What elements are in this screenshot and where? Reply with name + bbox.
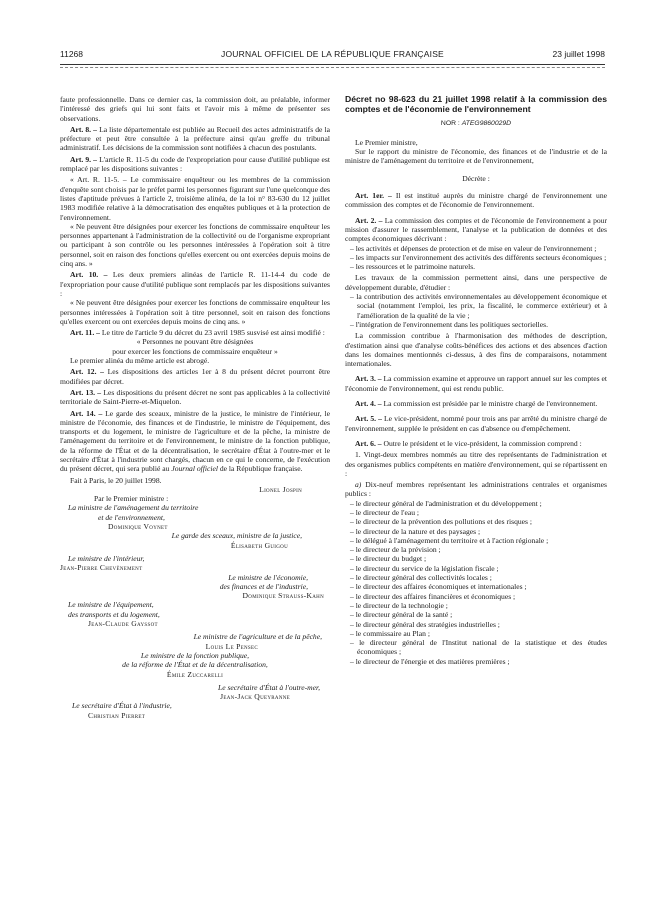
signatory: Élisabeth Guigou <box>230 540 288 550</box>
article-text: Les dispositions des articles 1er à 8 du présent décret pourront être modifiées par décret. <box>60 367 330 386</box>
item-letter: a) <box>355 480 362 490</box>
left-column <box>60 95 330 720</box>
list-item: – les impacts sur l'environnement des activités des différents secteurs économiques ; <box>350 252 607 262</box>
article-text: Le garde des sceaux, ministre de la justice, le ministre de l'intérieur, le ministre de l'économie, des finances et de l'industrie, le ministre de l'équipement, des transports et du logement, le ministre de l'agriculture et de la pêche, la ministre de l'aménagement du territoire et de l'environnement, le ministre de la fonction publique, de la réforme de l'État et de la décentralisation, le secrétaire d'État à l'outre-mer et le secrétaire d'État à l'industrie sont chargés, chacun en ce qui le concerne, de l'exécution du présent décret, qui sera publié au <box>60 408 330 474</box>
signatory: Christian Pierret <box>88 710 146 720</box>
paragraph <box>60 155 330 174</box>
list-item: – le directeur général des stratégies industrielles ; <box>350 619 500 629</box>
nor-label: NOR : <box>440 119 460 127</box>
paragraph: « Art. R. 11-5. – Le commissaire enquêteur ou les membres de la commission d'enquête sont choisis par le préfet parmi les personnes figurant sur l'une quelconque des listes d'aptitude prévues à l'article 2, troisième alinéa, de la loi n° 83-630 du 12 juillet 1983 modifiée relative à la démocratisation des enquêtes publiques et à la protection de l'environnement. <box>60 175 330 222</box>
paragraph: Le premier alinéa du même article est abrogé. <box>70 356 210 366</box>
signatory: Dominique Strauss-Kahn <box>242 591 324 601</box>
place-date: Fait à Paris, le 20 juillet 1998. <box>70 475 162 485</box>
page-number: 11268 <box>60 49 84 59</box>
signatory-title: Le ministre de l'équipement, <box>68 600 154 610</box>
paragraph: « Ne peuvent être désignées pour exercer les fonctions de commissaire enquêteur les personnes appartenant à l'administration de la collectivité ou de l'organisme expropriant ou participant à son contrôle ou les personnes intéressées à l'opération soit à titre personnel, soit en raison des fonctions qu'elles exercent ou ont exercées depuis moins de cinq ans. » <box>60 221 330 269</box>
paragraph <box>60 388 330 407</box>
article-text: L'article R. 11-5 du code de l'expropriation pour cause d'utilité publique est remplacé par les dispositions suivantes : <box>60 154 330 174</box>
list-item: – le commissaire au Plan ; <box>350 628 430 638</box>
paragraph <box>345 439 607 448</box>
list-item: – le directeur du service de la législation fiscale ; <box>350 563 499 573</box>
list-item: – le directeur du budget ; <box>350 554 427 564</box>
list-item: – le directeur général de l'Institut national de la statistique et des études économiques ; <box>350 638 607 657</box>
paragraph: 1. Vingt-deux membres nommés au titre des représentants de l'administration et des organismes publics compétents en matière d'environnement, qui se répartissent en : <box>345 450 607 478</box>
signatory-title: des transports et du logement, <box>68 609 160 619</box>
article-label: Art. 1er. – <box>355 191 392 201</box>
article-text: La commission examine et approuve un rapport annuel sur les comptes et l'économie de l'environnement, qui est rendu public. <box>345 374 607 393</box>
article-text: La liste départementale est publiée au Recueil des actes administratifs de la préfecture et peut être consultée à la préfecture ainsi qu'au greffe du tribunal administratif. Les décisions de la commission sont notifiées à chacun des postulants. <box>60 124 330 153</box>
article-text: Les dispositions du présent décret ne sont pas applicables à la collectivité territoriale de Saint-Pierre-et-Miquelon. <box>60 387 330 407</box>
article-label: Art. 4. – <box>355 399 382 409</box>
journal-title: JOURNAL OFFICIEL DE LA RÉPUBLIQUE FRANÇAISE <box>221 49 444 59</box>
paragraph: faute professionnelle. Dans ce dernier cas, la commission doit, au préalable, informer l'intéressé des griefs qui lui sont faits et l'avoir mis à même de présenter ses observations. <box>60 95 330 123</box>
article-text: de la République française. <box>219 464 303 474</box>
article-label: Art. 5. – <box>355 414 382 424</box>
list-item: – le directeur de la prévision ; <box>350 545 441 555</box>
signatory-title: Le ministre de l'intérieur, <box>68 553 145 563</box>
article-label: Art. 12. – <box>70 367 104 377</box>
article-text: Le vice-président, nommé pour trois ans par arrêté du ministre chargé de l'environnement, supplée le président en cas d'absence ou d'empêchement. <box>345 414 607 433</box>
nor-reference <box>345 119 607 128</box>
article-label: Art. 2. – <box>355 215 383 225</box>
right-column <box>345 95 607 666</box>
list-item: – le directeur général de l'administration et du développement ; <box>350 498 542 508</box>
list-item: – le directeur de la technologie ; <box>350 600 448 610</box>
issue-date: 23 juillet 1998 <box>552 49 605 59</box>
signatory: Émile Zuccarelli <box>166 669 224 679</box>
list-item: – le directeur général de la santé ; <box>350 610 453 620</box>
article-text: Dix-neuf membres représentant les administrations centrales et organismes publics : <box>345 480 608 499</box>
signatory-title: Le ministre de l'économie, <box>228 572 308 582</box>
paragraph <box>345 414 607 433</box>
journal-name: Journal officiel <box>171 464 218 474</box>
paragraph <box>60 270 330 298</box>
paragraph <box>60 328 330 337</box>
list-item: – l'intégration de l'environnement dans les politiques sectorielles. <box>350 319 549 329</box>
signatory-intro: Par le Premier ministre : <box>94 494 169 504</box>
signatory-title: La ministre de l'aménagement du territoire <box>68 503 199 513</box>
paragraph <box>345 216 607 244</box>
article-label: Art. 14. – <box>70 408 103 418</box>
quote-line: « Personnes ne pouvant être désignées <box>136 337 254 347</box>
page-header <box>60 47 605 63</box>
header-rule <box>60 64 605 65</box>
list-item: – le directeur des affaires économiques et internationales ; <box>350 582 527 592</box>
director-list <box>345 499 607 666</box>
paragraph <box>345 480 607 499</box>
signatory: Jean-Pierre Chevènement <box>60 563 143 573</box>
article-text: Il est institué auprès du ministre chargé de l'environnement une commission des comptes et de l'économie de l'environnement. <box>345 191 607 210</box>
signatory-title: Le garde des sceaux, ministre de la justice, <box>171 531 302 541</box>
paragraph: La commission contribue à l'harmonisation des méthodes de description, d'estimation ainsi que d'analyse coûts-bénéfices des actions et des absences d'action dans les domaines mentionnés ci-dessus, à des fins de comparaisons, notamment internationales. <box>345 331 607 369</box>
article-label: Art. 11. – <box>70 328 100 338</box>
article-label: Art. 8. – <box>70 124 97 134</box>
paragraph <box>345 374 607 393</box>
list-item: – le directeur des affaires financières et économiques ; <box>350 591 516 601</box>
article-text: Les deux premiers alinéas de l'article R. 11-14-4 du code de l'expropriation pour cause d'utilité publique sont remplacés par les dispositions suivantes : <box>60 270 330 298</box>
list-item: – le délégué à l'aménagement du territoire et à l'action régionale ; <box>350 535 549 545</box>
list-item: – la contribution des activités environnementales au développement économique et social (notamment l'emploi, les prix, la fiscalité, le commerce extérieur) et à l'amélioration de la qualité de la vie ; <box>350 292 607 320</box>
header-rule-dashed <box>60 67 605 68</box>
signatory: Lionel Jospin <box>259 484 302 494</box>
paragraph <box>60 409 330 474</box>
article-text: Outre le président et le vice-président, la commission comprend : <box>383 438 582 448</box>
list-item: – les activités et dépenses de protection et de mise en valeur de l'environnement ; <box>350 243 597 253</box>
paragraph <box>60 125 330 153</box>
article-text: La commission des comptes et de l'économie de l'environnement a pour mission d'assurer le rassemblement, l'analyse et la publication de données et des comptes économiques décrivant : <box>345 215 607 244</box>
signatory-title: Le secrétaire d'État à l'industrie, <box>72 701 172 711</box>
signatory-title: Le secrétaire d'État à l'outre-mer, <box>217 682 320 692</box>
signatory-title: et de l'environnement, <box>98 512 165 522</box>
decrete: Décrète : <box>462 173 490 183</box>
signatory-title: des finances et de l'industrie, <box>219 581 308 591</box>
paragraph: Les travaux de la commission permettent ainsi, dans une perspective de développement durable, d'étudier : <box>345 273 607 292</box>
nor-code: ATEG9860029D <box>461 119 512 127</box>
list-item: – le directeur de l'eau ; <box>350 507 420 517</box>
list-item: – le directeur de l'énergie et des matières premières ; <box>350 656 510 666</box>
signatory: Dominique Voynet <box>108 522 168 532</box>
list-item: – les ressources et le patrimoine naturels. <box>350 262 476 272</box>
list-item: – le directeur général des collectivités locales ; <box>350 573 492 583</box>
signatory-title: de la réforme de l'État et de la décentralisation, <box>122 660 268 670</box>
article-text: Le titre de l'article 9 du décret du 23 avril 1985 susvisé est ainsi modifié : <box>101 328 325 338</box>
signatory-title: Le ministre de l'agriculture et de la pêche, <box>193 632 322 642</box>
paragraph: Sur le rapport du ministre de l'économie, des finances et de l'industrie et de la ministre de l'aménagement du territoire et de l'environnement, <box>345 147 607 166</box>
signatory: Jean-Claude Gayssot <box>88 619 158 629</box>
decree-title: Décret no 98-623 du 21 juillet 1998 relatif à la commission des comptes et de l'économie de l'environnement <box>345 94 607 114</box>
paragraph <box>345 399 607 408</box>
article-label: Art. 3. – <box>355 374 382 384</box>
list-item: – le directeur de la prévention des pollutions et des risques ; <box>350 517 532 527</box>
signatory: Louis Le Pensec <box>205 641 258 651</box>
list-item: – le directeur de la nature et des paysages ; <box>350 526 481 536</box>
article-label: Art. 10. – <box>70 270 108 280</box>
article-label: Art. 9. – <box>70 154 97 164</box>
paragraph: « Ne peuvent être désignées pour exercer les fonctions de commissaire enquêteur les personnes intéressées à l'opération soit à titre personnel, soit en raison des fonctions qu'elles exercent ou ont exercées depuis moins de cinq ans. » <box>60 298 330 326</box>
article-label: Art. 6. – <box>355 438 382 448</box>
paragraph: Le Premier ministre, <box>355 137 418 147</box>
article-label: Art. 13. – <box>70 387 102 397</box>
article-text: La commission est présidée par le ministre chargé de l'environnement. <box>383 399 598 409</box>
paragraph <box>345 191 607 210</box>
signatory-title: Le ministre de la fonction publique, <box>140 650 250 660</box>
quote-line: pour exercer les fonctions de commissaire enquêteur » <box>112 346 278 356</box>
paragraph <box>60 367 330 386</box>
signatory: Jean-Jack Queyranne <box>220 692 290 702</box>
